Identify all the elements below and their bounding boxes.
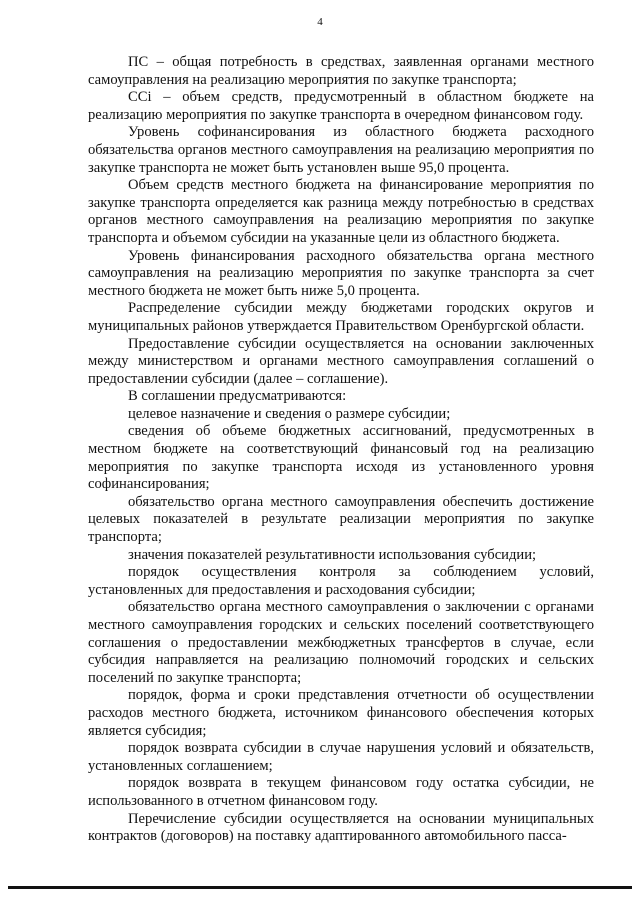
paragraph-cofinancing-level: Уровень софинансирования из областного бюджета расходного обязательства органов местного самоуправления на реализацию мероприятия по закупке транспорта не может быть установлен выше 95,0 процента. <box>88 124 594 176</box>
paragraph-agreement-provides: В соглашении предусматриваются: <box>128 388 347 405</box>
paragraph-distribution: Распределение субсидии между бюджетами городских округов и муниципальных районов утверждается Правительством Оренбургской области. <box>88 300 594 334</box>
list-item-target-indicators: обязательство органа местного самоуправления обеспечить достижение целевых показателей в результате реализации мероприятия по закупке транспорта; <box>88 493 594 546</box>
paragraph-ps-definition: ПС – общая потребность в средствах, заявленная органами местного самоуправления на реализацию мероприятия по закупке транспорта; <box>88 54 594 88</box>
list-item-budget-allocations: сведения об объеме бюджетных ассигнований, предусмотренных в местном бюджете на соответствующий финансовый год на реализацию мероприятия по закупке транспорта исходя из установленного уровня софинансирования; <box>88 423 594 493</box>
list-item-return-of-balance: порядок возврата в текущем финансовом году остатка субсидии, не использованного в отчетном финансовом году. <box>88 775 594 809</box>
list-item-reporting: порядок, форма и сроки представления отчетности об осуществлении расходов местного бюджета, источником финансового обеспечения которых является субсидия; <box>88 687 594 739</box>
paragraph-cci-definition: ССi – объем средств, предусмотренный в областном бюджете на реализацию мероприятия по закупке транспорта в очередном финансовом году. <box>88 89 594 123</box>
document-text-body <box>88 54 594 846</box>
paragraph-local-financing-level: Уровень финансирования расходного обязательства органа местного самоуправления на реализацию мероприятия по закупке транспорта за счет местного бюджета не может быть ниже 5,0 процента. <box>88 247 594 299</box>
paragraph-local-budget-volume: Объем средств местного бюджета на финансирование мероприятия по закупке транспорта определяется как разница между потребностью в средствах органов местного самоуправления на реализацию мероприятия по закупке транспорта и объемом субсидии на указанные цели из областного бюджета. <box>88 177 594 246</box>
paragraph-transfer-basis: Перечисление субсидии осуществляется на основании муниципальных контрактов (договоров) на поставку адаптированного автомобильного пасса- <box>88 810 594 845</box>
list-item-return-on-violation: порядок возврата субсидии в случае нарушения условий и обязательств, установленных соглашением; <box>88 740 594 774</box>
list-item-control-procedure: порядок осуществления контроля за соблюдением условий, установленных для предоставления и расходования субсидии; <box>88 564 594 598</box>
bottom-divider <box>8 886 632 889</box>
list-item-settlement-agreement: обязательство органа местного самоуправления о заключении с органами местного самоуправления городских и сельских поселений соответствующего соглашения о предоставлении межбюджетных трансфертов в случае, если субсидия направляется на реализацию полномочий городских и сельских поселений по закупке транспорта; <box>88 599 594 686</box>
page-number: 4 <box>317 16 323 28</box>
paragraph-provision-basis: Предоставление субсидии осуществляется на основании заключенных между министерством и органами местного самоуправления соглашений о предоставлении субсидии (далее – соглашение). <box>88 335 594 387</box>
list-item-performance-values: значения показателей результативности использования субсидии; <box>128 546 537 563</box>
list-item-purpose: целевое назначение и сведения о размере субсидии; <box>128 405 451 422</box>
